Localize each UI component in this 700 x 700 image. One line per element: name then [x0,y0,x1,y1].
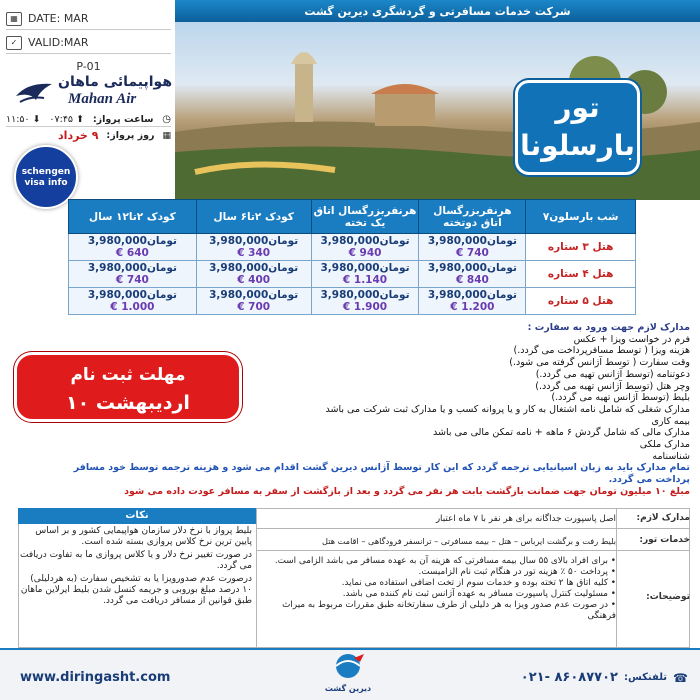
divider [616,508,617,648]
explain-line: • پرداخت ۵۰ ٪ هزینه تور در هنگام ثبت نام الزامیست. [418,567,616,577]
flight-day: ۹ خرداد [58,129,99,142]
notes-list [20,526,252,606]
col-header-nights: ۷شب بارسلون [526,200,636,234]
flight-day-row [6,128,171,143]
requirement-line: وقت سفارت ( توسط آژانس گرفته می شود.) [509,357,690,369]
valid-row [6,32,171,54]
requirement-line: وچر هتل (توسط آژانس تهیه می گردد.) [535,380,690,392]
hotel-label: هتل ۴ ستاره [526,261,636,288]
tour-title-line1: تور [555,91,600,124]
divider [256,508,257,648]
price-cell: 3,980,000تومان € 400 [196,261,311,288]
company-name: شرکت خدمات مسافرتی و گردشگری دیرین گشت [304,4,571,18]
flight-time-label: ساعت پرواز: [92,113,154,125]
explain-line: • برای افراد بالای ۵۵ سال بیمه مسافرتی که هزینه آن به عهده مسافر می باشد الزامی است. [274,556,616,566]
footer [0,648,700,700]
requirement-line: شناسنامه [652,450,690,462]
tour-title-badge [515,80,640,175]
table-row [69,234,636,261]
flight-time-row [6,112,171,127]
departure-time: ⬆ ۰۷:۴۵ [49,113,85,125]
airline-en: Mahan Air [68,91,137,107]
guarantee-note: مبلغ ۱۰ میلیون تومان جهت ضمانت بازگشت بابت هر نفر می گردد و بعد از بازگشت از سفر به مسافر عودت داده می شود [124,485,690,497]
deadline-line1: مهلت ثبت نام [70,365,186,385]
docs-label: مدارک لازم: [636,513,690,523]
calendar-icon: ▦ [6,12,22,26]
price-cell: 3,980,000تومان € 740 [69,261,197,288]
website-link[interactable]: www.diringasht.com [20,670,171,685]
mahan-bird-icon [14,78,54,108]
price-cell: 3,980,000تومان € 640 [69,234,197,261]
explain-line: • کلیه اتاق ها ۲ تخته بوده و خدمات سوم از تخت اضافی استفاده می نماید. [341,578,616,588]
translation-note: تمام مدارک باید به زبان اسپانیایی ترجمه گردد که این کار توسط آژانس دیرین گشت اقدام می شود و هزینه ترجمه توسط خود مسافر پرداخت می گردد. [73,462,690,486]
airline-fa: هواپیمائی ماهان [58,74,173,90]
diringasht-logo [320,652,376,698]
explain-line: • در صورت عدم صدور ویزا به هر دلیلی از طرف سفارتخانه طبق مقررات مربوط به میراث فرهنگی [282,600,616,621]
registration-deadline-badge [14,352,242,422]
note-line: درصورت عدم صدورویزا یا به تشخیص سفارت (به هردلیلی) ۱۰ درصد مبلغ بوروبی و جریمه کنسل شدن بلیط ایرلاین ماهان طبق قوانین از مسافر دریافت می گردد. [20,574,252,606]
price-cell: 3,980,000تومان € 740 [419,234,526,261]
requirement-line: بلیط (توسط آژانس تهیه می گردد.) [551,392,690,404]
requirement-line: دعوتنامه (توسط آژانس تهیه می گردد.) [535,368,690,380]
price-cell: 3,980,000تومان € 1.000 [69,288,197,315]
hotel-label: هتل ۵ ستاره [526,288,636,315]
valid-label: VALID:MAR [28,36,89,49]
globe-plane-icon [328,652,368,680]
price-cell: 3,980,000تومان € 1.140 [311,261,419,288]
notes-title: نکات [18,508,256,524]
price-cell: 3,980,000تومان € 340 [196,234,311,261]
phone-label: تلفنکس: [623,672,668,683]
col-header-double-room: هرنفربزرگسال اتاق دوتخته [419,200,526,234]
clock-icon: ◷ [162,113,171,125]
requirement-line: مدارک ملکی [639,439,690,451]
date-row [6,8,171,30]
services-label: خدمات تور: [639,535,690,545]
phone-number: ۰۲۱- ۸۶۰۸۷۷۰۲ [520,670,618,685]
col-header-single-room: هرنفربزرگسال اتاق یک تخته [311,200,419,234]
divider [256,528,690,529]
explain-label: توضیحات: [646,592,690,602]
price-table-header [69,200,636,234]
tour-title-line2: بارسلونا [520,129,635,162]
schengen-subtext: visa info [24,178,68,188]
phone-row [521,670,688,685]
divider [256,550,690,551]
note-line: در صورت تغییر نرخ دلار و یا کلاس پروازی ما به تفاوت دریافت می گردد. [19,550,252,571]
price-table [68,199,636,315]
docs-value: اصل پاسپورت جداگانه برای هر نفر با ۷ ماه اعتبار [435,514,616,524]
note-line: بلیط پرواز با نرخ دلار سازمان هواپیمایی کشور و بر اساس پایین ترین نرخ کلاس پروازی بسته شده است. [35,526,252,547]
price-cell: 3,980,000تومان € 1.900 [311,288,419,315]
phone-icon: ☎ [673,670,688,685]
tour-code: P-01 [76,59,101,73]
price-cell: 3,980,000تومان € 840 [419,261,526,288]
requirement-line: هزینه ویزا ( توسط مسافرپرداخت می گردد.) [513,345,690,357]
calendar-check-icon: ✓ [6,36,22,50]
col-header-child-2-6: کودک ۲تا۶ سال [196,200,311,234]
price-cell: 3,980,000تومان € 700 [196,288,311,315]
col-header-child-2-12: کودک ۲تا۱۲ سال [69,200,197,234]
mahan-air-logo [14,76,174,110]
requirements-title: مدارک لازم جهت ورود به سفارت : [527,322,690,333]
requirement-line: فرم در خواست ویزا + عکس [573,333,690,345]
company-banner [175,0,700,22]
calendar-small-icon: ▦ [162,130,171,141]
table-row [69,288,636,315]
hotel-label: هتل ۳ ستاره [526,234,636,261]
requirement-line: بیمه کاری [651,415,690,427]
price-cell: 3,980,000تومان € 1.200 [419,288,526,315]
table-row [69,261,636,288]
price-cell: 3,980,000تومان € 940 [311,234,419,261]
logo-text: دیرین گشت [324,684,372,693]
services-value: بلیط رفت و برگشت ایرباس – هتل – بیمه مسافرتی – ترانسفر فرودگاهی – اقامت هتل [322,536,616,546]
return-time: ⬇ ۱۱:۵۰ [6,113,41,125]
requirement-line: مدارک شغلی که شامل نامه اشتغال به کار و یا پروانه کسب و یا مدارک ثبت شرکت می باشد [325,403,690,415]
requirement-line: مدارک مالی که شامل گردش ۶ ماهه + نامه تمکن مالی می باشد [433,427,690,439]
deadline-line2: ۱۰ اردیبهشت [66,392,190,414]
date-label: DATE: MAR [28,12,89,25]
flight-day-label: روز پرواز: [106,130,155,141]
schengen-text: schengen [21,167,71,177]
explain-list [258,556,616,622]
explain-line: • مسئولیت کنترل پاسپورت مسافر به عهده آژانس ثبت نام کننده می باشد. [342,589,616,599]
